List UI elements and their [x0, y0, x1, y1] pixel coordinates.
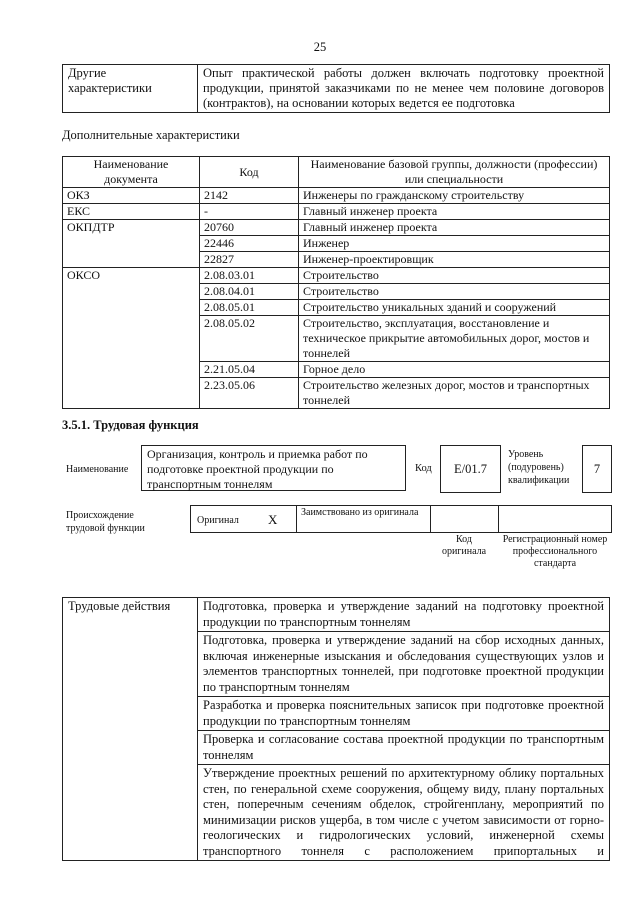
row-name: Строительство, эксплуатация, восстановление и техническое прикрытие автомобильных дорог, мостов и тоннелей: [299, 316, 610, 362]
row-code: 2.21.05.04: [200, 362, 299, 378]
row-name: Инженер: [299, 236, 610, 252]
row-code: 2142: [200, 188, 299, 204]
code-label: Код: [415, 463, 432, 474]
level-value: 7: [593, 461, 601, 476]
level-label: Уровень (подуровень) квалификации: [508, 449, 570, 486]
origin-divider-1: [296, 505, 297, 532]
row-code: 22446: [200, 236, 299, 252]
function-code-value: E/01.7: [454, 461, 487, 476]
labor-action-text: Подготовка, проверка и утверждение заданий на сбор исходных данных, включая инженерные изыскания и обследования существующих узлов и элементов транспортных тоннелей, при подготовке проектной продукции по транспортным тоннелям: [198, 632, 610, 697]
labor-actions-label: Трудовые действия: [63, 598, 198, 861]
row-name: Строительство уникальных зданий и сооружений: [299, 300, 610, 316]
row-name: Строительство железных дорог, мостов и транспортных тоннелей: [299, 378, 610, 409]
labor-action-text: Проверка и согласование состава проектной продукции по транспортным тоннелям: [198, 731, 610, 765]
origin-label: Происхождение трудовой функции: [66, 510, 145, 534]
labor-actions-table: [62, 597, 610, 861]
table-row: [63, 204, 610, 220]
table-row: [63, 220, 610, 236]
original-label: Оригинал: [197, 515, 239, 526]
origin-divider-2: [430, 505, 431, 532]
row-code: 2.08.03.01: [200, 268, 299, 284]
header-name: Наименование базовой группы, должности (профессии) или специальности: [299, 157, 610, 188]
code-original-label: Код оригинала: [441, 534, 487, 557]
additional-characteristics-title: Дополнительные характеристики: [62, 128, 240, 142]
row-name: Инженеры по гражданскому строительству: [299, 188, 610, 204]
row-document: ЕКС: [63, 204, 200, 220]
row-code: 2.08.05.01: [200, 300, 299, 316]
row-code: -: [200, 204, 299, 220]
row-name: Инженер-проектировщик: [299, 252, 610, 268]
row-name: Строительство: [299, 268, 610, 284]
row-name: Главный инженер проекта: [299, 220, 610, 236]
header-code: Код: [200, 157, 299, 188]
list-item: [63, 598, 610, 632]
header-document: Наименование документа: [63, 157, 200, 188]
name-label: Наименование: [66, 464, 129, 475]
row-code: 22827: [200, 252, 299, 268]
row-code: 2.08.05.02: [200, 316, 299, 362]
row-code: 2.23.05.06: [200, 378, 299, 409]
labor-action-text: Разработка и проверка пояснительных записок при подготовке проектной продукции по транспортным тоннелям: [198, 697, 610, 731]
additional-characteristics-table: [62, 156, 610, 409]
table-row: [63, 268, 610, 284]
other-characteristics-table: [62, 64, 610, 113]
table-row: [63, 188, 610, 204]
function-name-box: [141, 445, 406, 491]
origin-divider-3: [498, 505, 499, 532]
row-name: Главный инженер проекта: [299, 204, 610, 220]
level-box: [582, 445, 612, 493]
row-name: Строительство: [299, 284, 610, 300]
row-name: Горное дело: [299, 362, 610, 378]
row-code: 20760: [200, 220, 299, 236]
row-document: ОКЗ: [63, 188, 200, 204]
page-number: 25: [313, 40, 327, 54]
function-code-box: [440, 445, 501, 493]
labor-action-text: Утверждение проектных решений по архитектурному облику портальных стен, по генеральной схеме сооружения, общему виду, плану портальных стен, поперечным сечениям обделок, стройгенплану, мероприятий по минимизации рисков ущерба, в том числе с учетом зависимости от горно-геологических и гидрологических условий, инженерной схемы транспортного тоннеля с расположением припортальных и: [198, 765, 610, 861]
row-code: 2.08.04.01: [200, 284, 299, 300]
other-characteristics-label: Другие характеристики: [63, 65, 198, 113]
borrowed-label: Заимствовано из оригинала: [301, 507, 419, 518]
labor-function-heading: 3.5.1. Трудовая функция: [62, 418, 199, 432]
reg-number-label: Регистрационный номер профессионального стандарта: [502, 534, 608, 569]
row-document: ОКСО: [63, 268, 200, 409]
original-mark: X: [268, 512, 278, 527]
row-document: ОКПДТР: [63, 220, 200, 268]
labor-action-text: Подготовка, проверка и утверждение заданий на подготовку проектной продукции по транспортным тоннелям: [198, 598, 610, 632]
other-characteristics-text: Опыт практической работы должен включать подготовку проектной продукции, принятой заказчиками по не менее чем половине договоров (контрактов), на основании которых ведется ее подготовка: [198, 65, 610, 113]
function-name-value: Организация, контроль и приемка работ по подготовке проектной продукции по транспортным тоннелям: [147, 447, 368, 491]
